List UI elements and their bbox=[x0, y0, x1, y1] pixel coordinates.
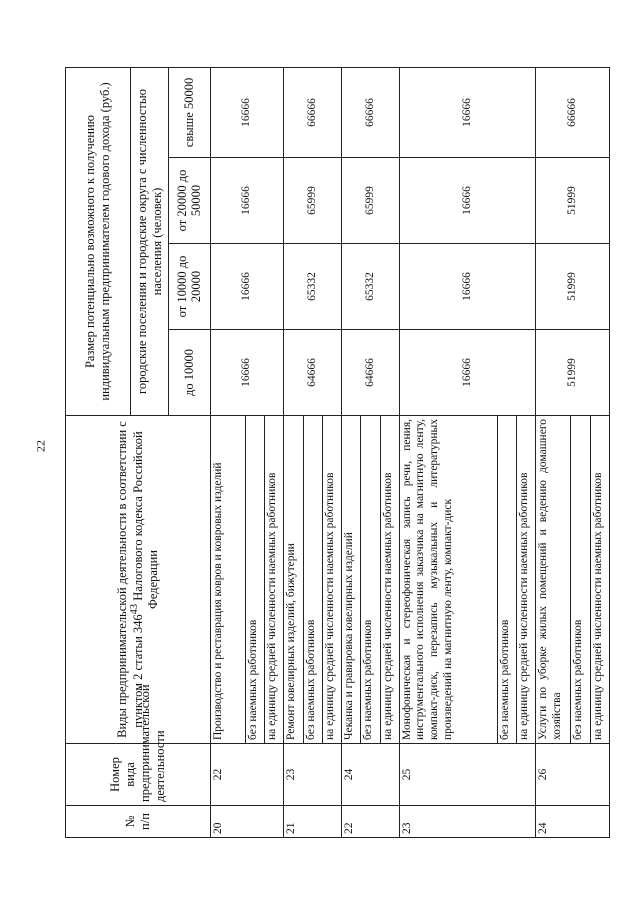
row-code: 25 bbox=[399, 744, 535, 806]
row-title: Услуги по уборке жилых помещений и ведению домашнего хозяйства bbox=[536, 416, 571, 744]
row-code: 26 bbox=[536, 744, 610, 806]
row-no: 22 bbox=[342, 806, 400, 838]
value-cell: 51999 bbox=[536, 330, 610, 416]
row-code: 24 bbox=[342, 744, 400, 806]
row-sub: без наемных работников bbox=[303, 416, 322, 744]
value-cell: 51999 bbox=[536, 158, 610, 244]
value-cell: 16666 bbox=[399, 330, 535, 416]
value-cell: 66666 bbox=[284, 68, 342, 158]
rotated-table-container bbox=[65, 68, 610, 838]
income-table bbox=[65, 67, 610, 838]
header-band: от 20000 до 50000 bbox=[169, 158, 211, 244]
header-no: № п/п bbox=[66, 806, 211, 838]
value-cell: 16666 bbox=[210, 158, 283, 244]
header-code: Номер вида предпринимательской деятельности bbox=[66, 744, 211, 806]
value-cell: 16666 bbox=[210, 330, 283, 416]
value-cell: 16666 bbox=[399, 68, 535, 158]
row-sub: без наемных работников bbox=[497, 416, 516, 744]
page-number: 22 bbox=[33, 440, 48, 452]
value-cell: 16666 bbox=[399, 244, 535, 330]
row-code: 22 bbox=[210, 744, 283, 806]
value-cell: 16666 bbox=[210, 68, 283, 158]
row-no: 20 bbox=[210, 806, 283, 838]
row-sub: на единицу средней численности наемных работников bbox=[380, 416, 399, 744]
header-activity: Виды предпринимательской деятельности в соответствии с пунктом 2 статьи $346^{43}$ Налогового кодекса Российской Федерации bbox=[66, 416, 211, 744]
row-title: Ремонт ювелирных изделий, бижутерии bbox=[284, 416, 303, 744]
value-cell: 66666 bbox=[342, 68, 400, 158]
value-cell: 64666 bbox=[284, 330, 342, 416]
row-sub: без наемных работников bbox=[571, 416, 590, 744]
row-sub: на единицу средней численности наемных работников bbox=[590, 416, 609, 744]
row-title: Монофоническая и стереофоническая запись речи, пения, инструментального исполнения заказчика на магнитную ленту, компакт-диск, перезапись музыкальных и литературных произведений на магнитную ленту, компакт-диск bbox=[399, 416, 497, 744]
value-cell: 16666 bbox=[210, 244, 283, 330]
row-code: 23 bbox=[284, 744, 342, 806]
row-no: 21 bbox=[284, 806, 342, 838]
value-cell: 66666 bbox=[536, 68, 610, 158]
value-cell: 65999 bbox=[284, 158, 342, 244]
row-sub: на единицу средней численности наемных работников bbox=[322, 416, 341, 744]
row-sub: без наемных работников bbox=[245, 416, 264, 744]
row-sub: на единицу средней численности наемных работников bbox=[516, 416, 535, 744]
value-cell: 65999 bbox=[342, 158, 400, 244]
value-cell: 64666 bbox=[342, 330, 400, 416]
value-cell: 65332 bbox=[284, 244, 342, 330]
row-title: Чеканка и гравировка ювелирных изделий bbox=[342, 416, 361, 744]
value-cell: 65332 bbox=[342, 244, 400, 330]
header-band: свыше 50000 bbox=[169, 68, 211, 158]
header-income: Размер потенциально возможного к получению индивидуальным предпринимателем годового дохода (руб.) bbox=[66, 68, 131, 416]
header-band: от 10000 до 20000 bbox=[169, 244, 211, 330]
row-sub: без наемных работников bbox=[361, 416, 380, 744]
header-band: до 10000 bbox=[169, 330, 211, 416]
header-settlements: городские поселения и городские округа с численностью населения (человек) bbox=[131, 68, 169, 416]
row-sub: на единицу средней численности наемных работников bbox=[265, 416, 284, 744]
value-cell: 51999 bbox=[536, 244, 610, 330]
row-title: Производство и реставрация ковров и ковровых изделий bbox=[210, 416, 245, 744]
row-no: 23 bbox=[399, 806, 535, 838]
value-cell: 16666 bbox=[399, 158, 535, 244]
row-no: 24 bbox=[536, 806, 610, 838]
